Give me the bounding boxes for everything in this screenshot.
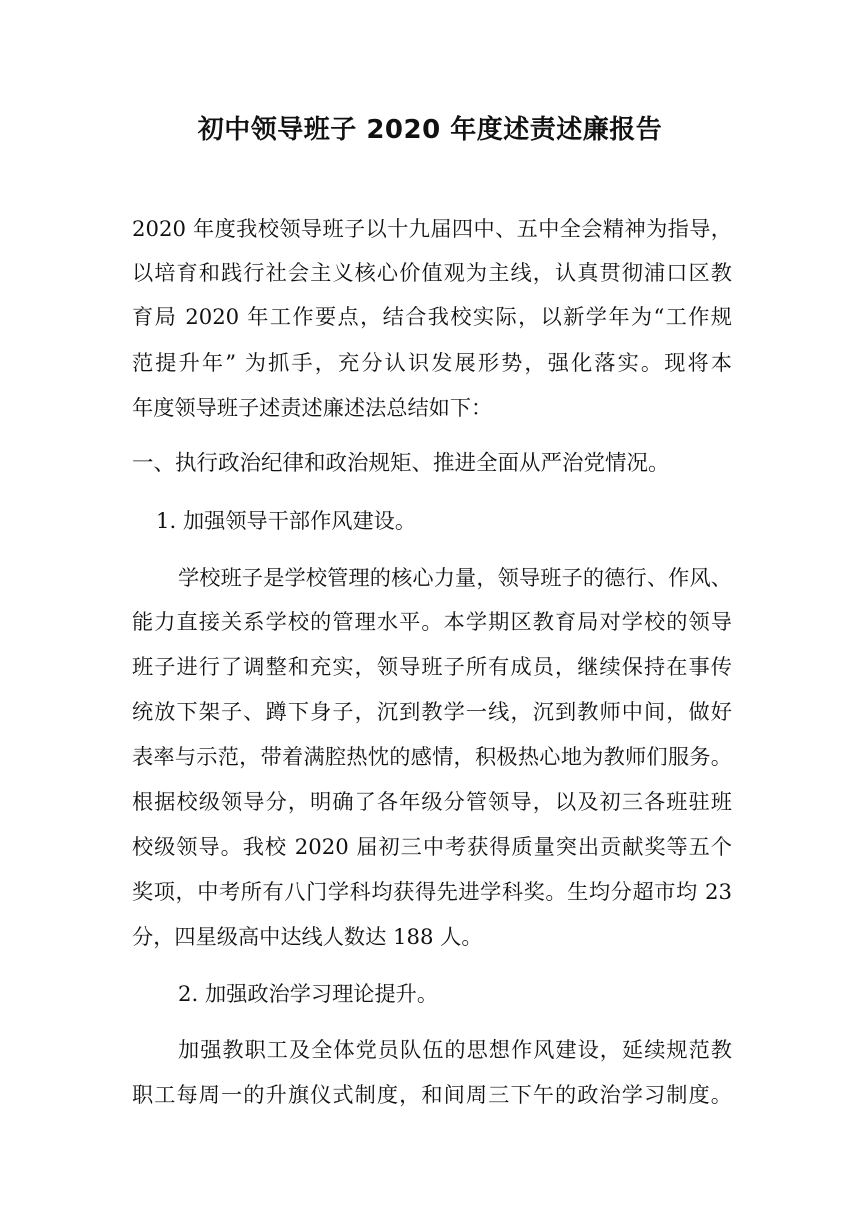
paragraph-line: 校级领导。我校 2020 届初三中考获得质量突出贡献奖等五个 xyxy=(132,834,732,859)
paragraph-line: 根据校级领导分，明确了各年级分管领导，以及初三各班驻班 xyxy=(132,789,732,814)
document-title: 初中领导班子 2020 年度述责述廉报告 xyxy=(197,115,663,145)
paragraph-line: 加强教职工及全体党员队伍的思想作风建设，延续规范教 xyxy=(178,1037,732,1062)
paragraph-line: 表率与示范，带着满腔热忱的感情，积极热心地为教师们服务。 xyxy=(132,744,732,769)
paragraph-line: 分，四星级高中达线人数达 188 人。 xyxy=(132,924,483,949)
intro-line: 2020 年度我校领导班子以十九届四中、五中全会精神为指导， xyxy=(132,216,732,241)
paragraph-line: 统放下架子、蹲下身子，沉到教学一线，沉到教师中间，做好 xyxy=(132,699,732,724)
paragraph-line: 班子进行了调整和充实，领导班子所有成员，继续保持在事传 xyxy=(132,654,732,679)
subsection-title: 1. 加强领导干部作风建设。 xyxy=(156,508,417,533)
subsection-title: 2. 加强政治学习理论提升。 xyxy=(178,981,439,1006)
paragraph-line: 学校班子是学校管理的核心力量，领导班子的德行、作风、 xyxy=(178,565,732,590)
intro-line: 育局 2020 年工作要点，结合我校实际，以新学年为“工作规 xyxy=(132,304,732,329)
section-heading: 一、执行政治纪律和政治规矩、推进全面从严治党情况。 xyxy=(132,451,670,476)
intro-line: 以培育和践行社会主义核心价值观为主线，认真贯彻浦口区教 xyxy=(132,260,732,285)
intro-line: 范提升年” 为抓手，充分认识发展形势，强化落实。现将本 xyxy=(132,350,732,375)
paragraph-line: 奖项，中考所有八门学科均获得先进学科奖。生均分超市均 23 xyxy=(132,879,732,904)
paragraph-line: 职工每周一的升旗仪式制度，和间周三下午的政治学习制度。 xyxy=(132,1082,732,1107)
paragraph-line: 能力直接关系学校的管理水平。本学期区教育局对学校的领导 xyxy=(132,609,732,634)
intro-line: 年度领导班子述责述廉述法总结如下： xyxy=(132,395,493,420)
